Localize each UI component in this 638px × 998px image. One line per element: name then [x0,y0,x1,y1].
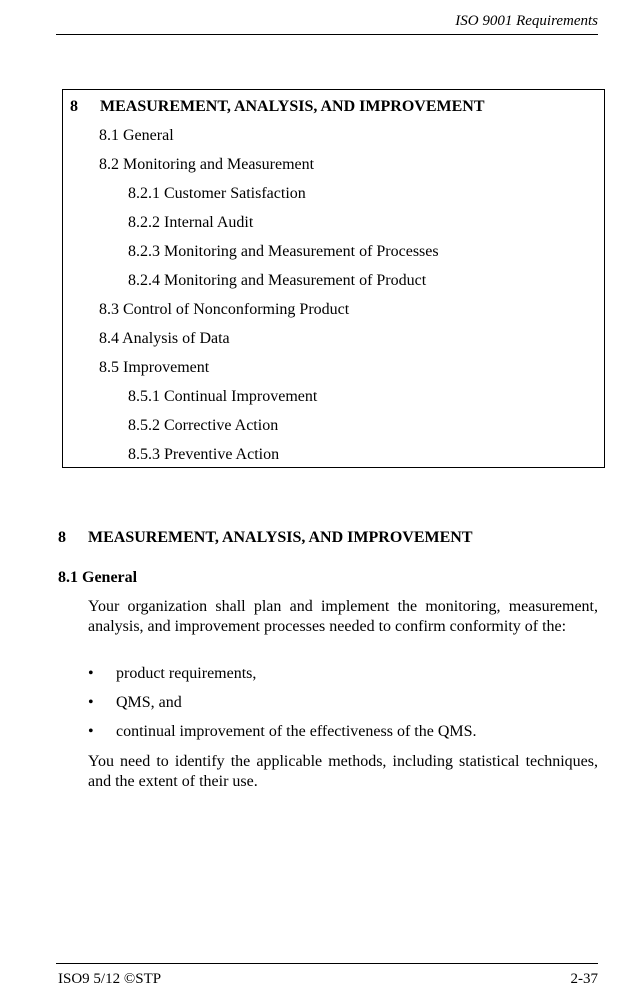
toc-item: 8.5.3 Preventive Action [128,446,280,463]
section-number: 8 [58,529,66,546]
toc-item: 8.4 Analysis of Data [99,330,230,347]
section-title: MEASUREMENT, ANALYSIS, AND IMPROVEMENT [88,529,473,546]
toc-item: 8.2 Monitoring and Measurement [99,156,315,173]
toc-item: 8.3 Control of Nonconforming Product [99,301,350,318]
intro-paragraph: Your organization shall plan and implement the monitoring, measurement, analysis, and improvement processes needed to confirm conformity of the: [88,598,598,635]
bullet-text: product requirements, [116,665,257,682]
toc-section-title: MEASUREMENT, ANALYSIS, AND IMPROVEMENT [100,98,485,115]
closing-paragraph: You need to identify the applicable methods, including statistical techniques, and the extent of their use. [88,753,598,790]
bullet-dot: • [88,723,94,740]
toc-item: 8.2.4 Monitoring and Measurement of Product [128,272,427,289]
toc-item: 8.5.2 Corrective Action [128,417,279,434]
toc-item: 8.2.1 Customer Satisfaction [128,185,306,202]
page-number: 2-37 [570,971,598,987]
page-header [56,8,598,35]
page-footer [56,963,598,994]
bullet-text: QMS, and [116,694,182,711]
toc-item: 8.2.3 Monitoring and Measurement of Processes [128,243,439,260]
subsection-heading: 8.1 General [58,569,138,586]
toc-item: 8.5 Improvement [99,359,210,376]
toc-item: 8.5.1 Continual Improvement [128,388,318,405]
bullet-dot: • [88,694,94,711]
toc-section-number: 8 [70,98,78,115]
bullet-text: continual improvement of the effectiveness of the QMS. [116,723,477,740]
footer-left: ISO9 5/12 ©STP [58,971,162,987]
bullet-dot: • [88,665,94,682]
toc-item: 8.2.2 Internal Audit [128,214,254,231]
header-title: ISO 9001 Requirements [455,13,598,29]
toc-item: 8.1 General [99,127,174,144]
toc-box [62,89,605,468]
